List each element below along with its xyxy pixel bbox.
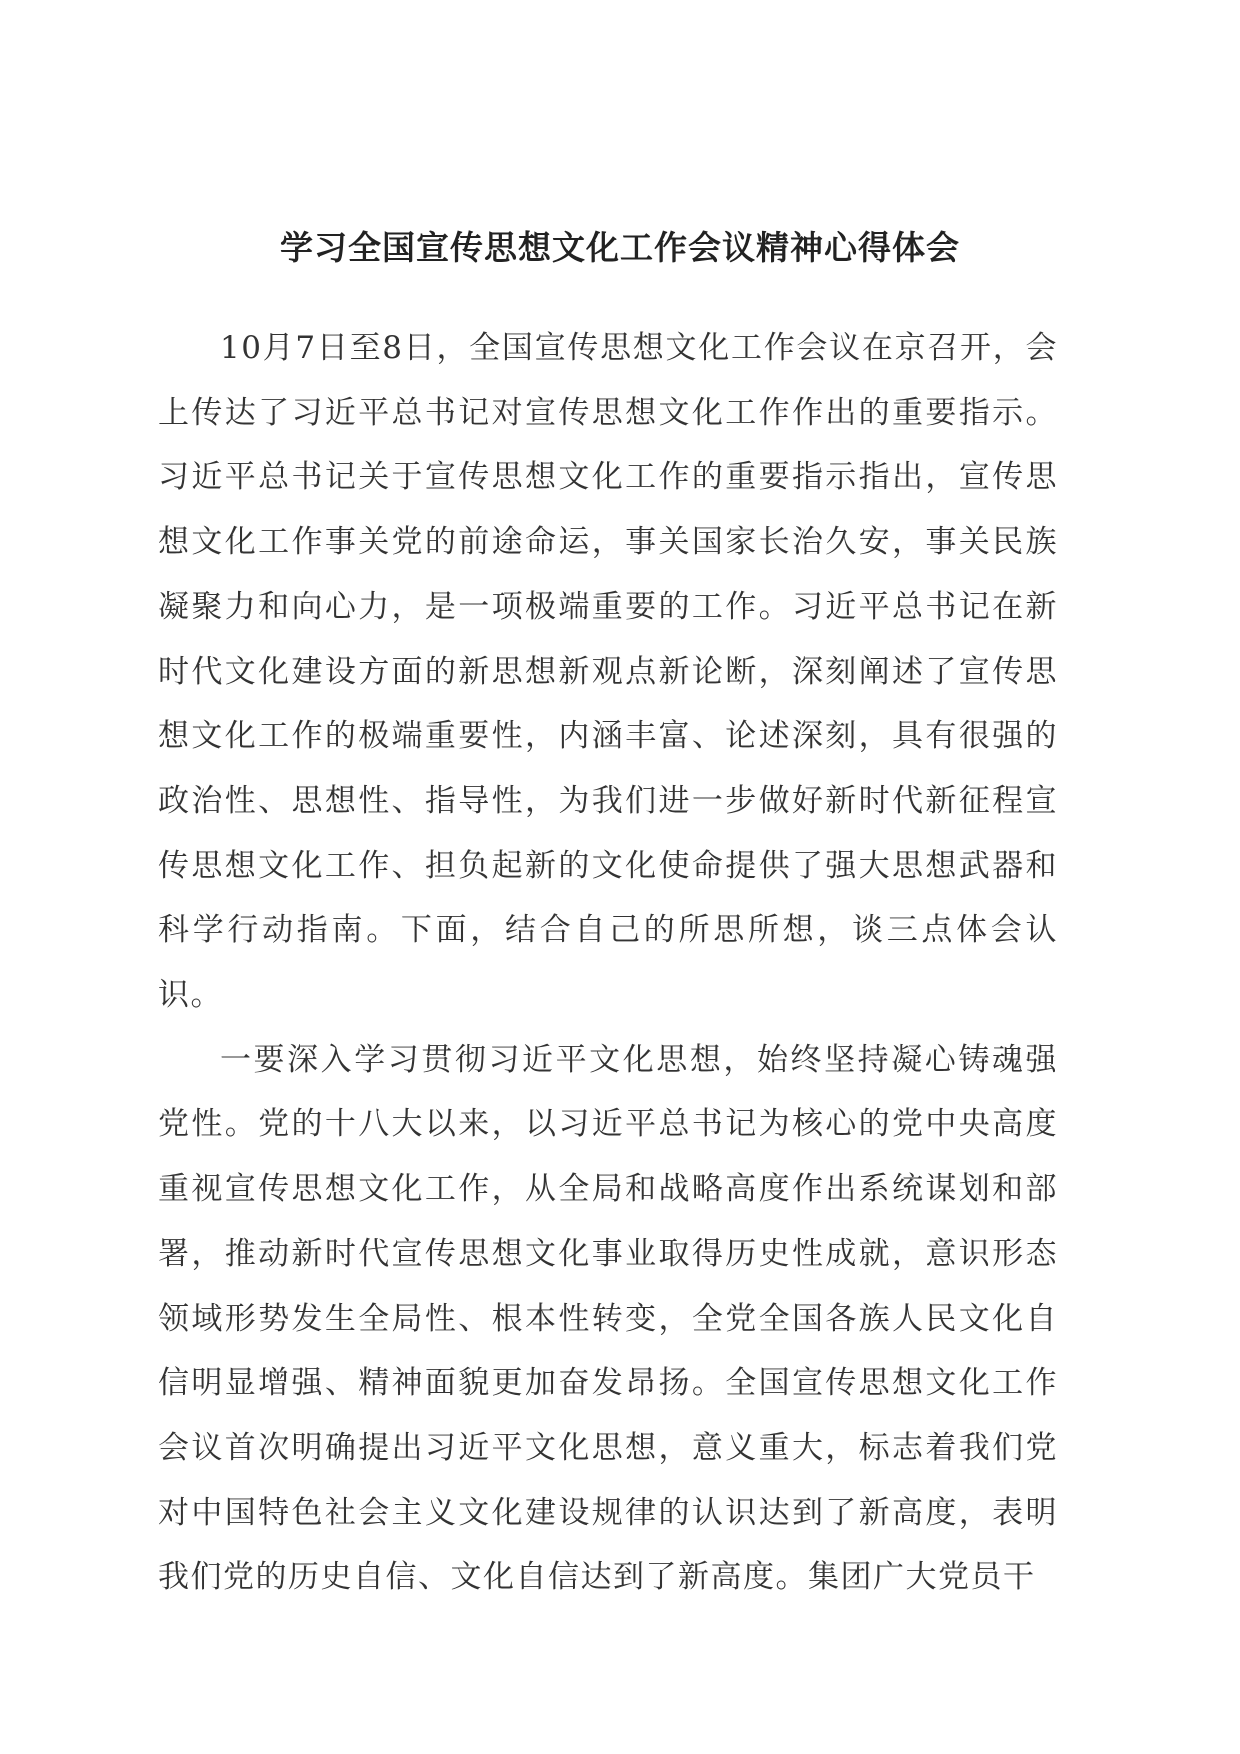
paragraph-point-one: 一要深入学习贯彻习近平文化思想，始终坚持凝心铸魂强党性。党的十八大以来，以习近平总书记为核心的党中央高度重视宣传思想文化工作，从全局和战略高度作出系统谋划和部署，推动新时代宣传思想文化事业取得历史性成就，意识形态领域形势发生全局性、根本性转变，全党全国各族人民文化自信明显增强、精神面貌更加奋发昂扬。全国宣传思想文化工作会议首次明确提出习近平文化思想，意义重大，标志着我们党对中国特色社会主义文化建设规律的认识达到了新高度，表明我们党的历史自信、文化自信达到了新高度。集团广大党员干 bbox=[158, 1041, 1058, 1596]
page-title: 学习全国宣传思想文化工作会议精神心得体会 bbox=[280, 228, 960, 267]
body-text bbox=[158, 316, 1058, 1610]
paragraph-intro: 10月7日至8日，全国宣传思想文化工作会议在京召开，会上传达了习近平总书记对宣传思想文化工作作出的重要指示。习近平总书记关于宣传思想文化工作的重要指示指出，宣传思想文化工作事关党的前途命运，事关国家长治久安，事关民族凝聚力和向心力，是一项极端重要的工作。习近平总书记在新时代文化建设方面的新思想新观点新论断，深刻阐述了宣传思想文化工作的极端重要性，内涵丰富、论述深刻，具有很强的政治性、思想性、指导性，为我们进一步做好新时代新征程宣传思想文化工作、担负起新的文化使命提供了强大思想武器和科学行动指南。下面，结合自己的所思所想，谈三点体会认识。 bbox=[158, 330, 1058, 1014]
